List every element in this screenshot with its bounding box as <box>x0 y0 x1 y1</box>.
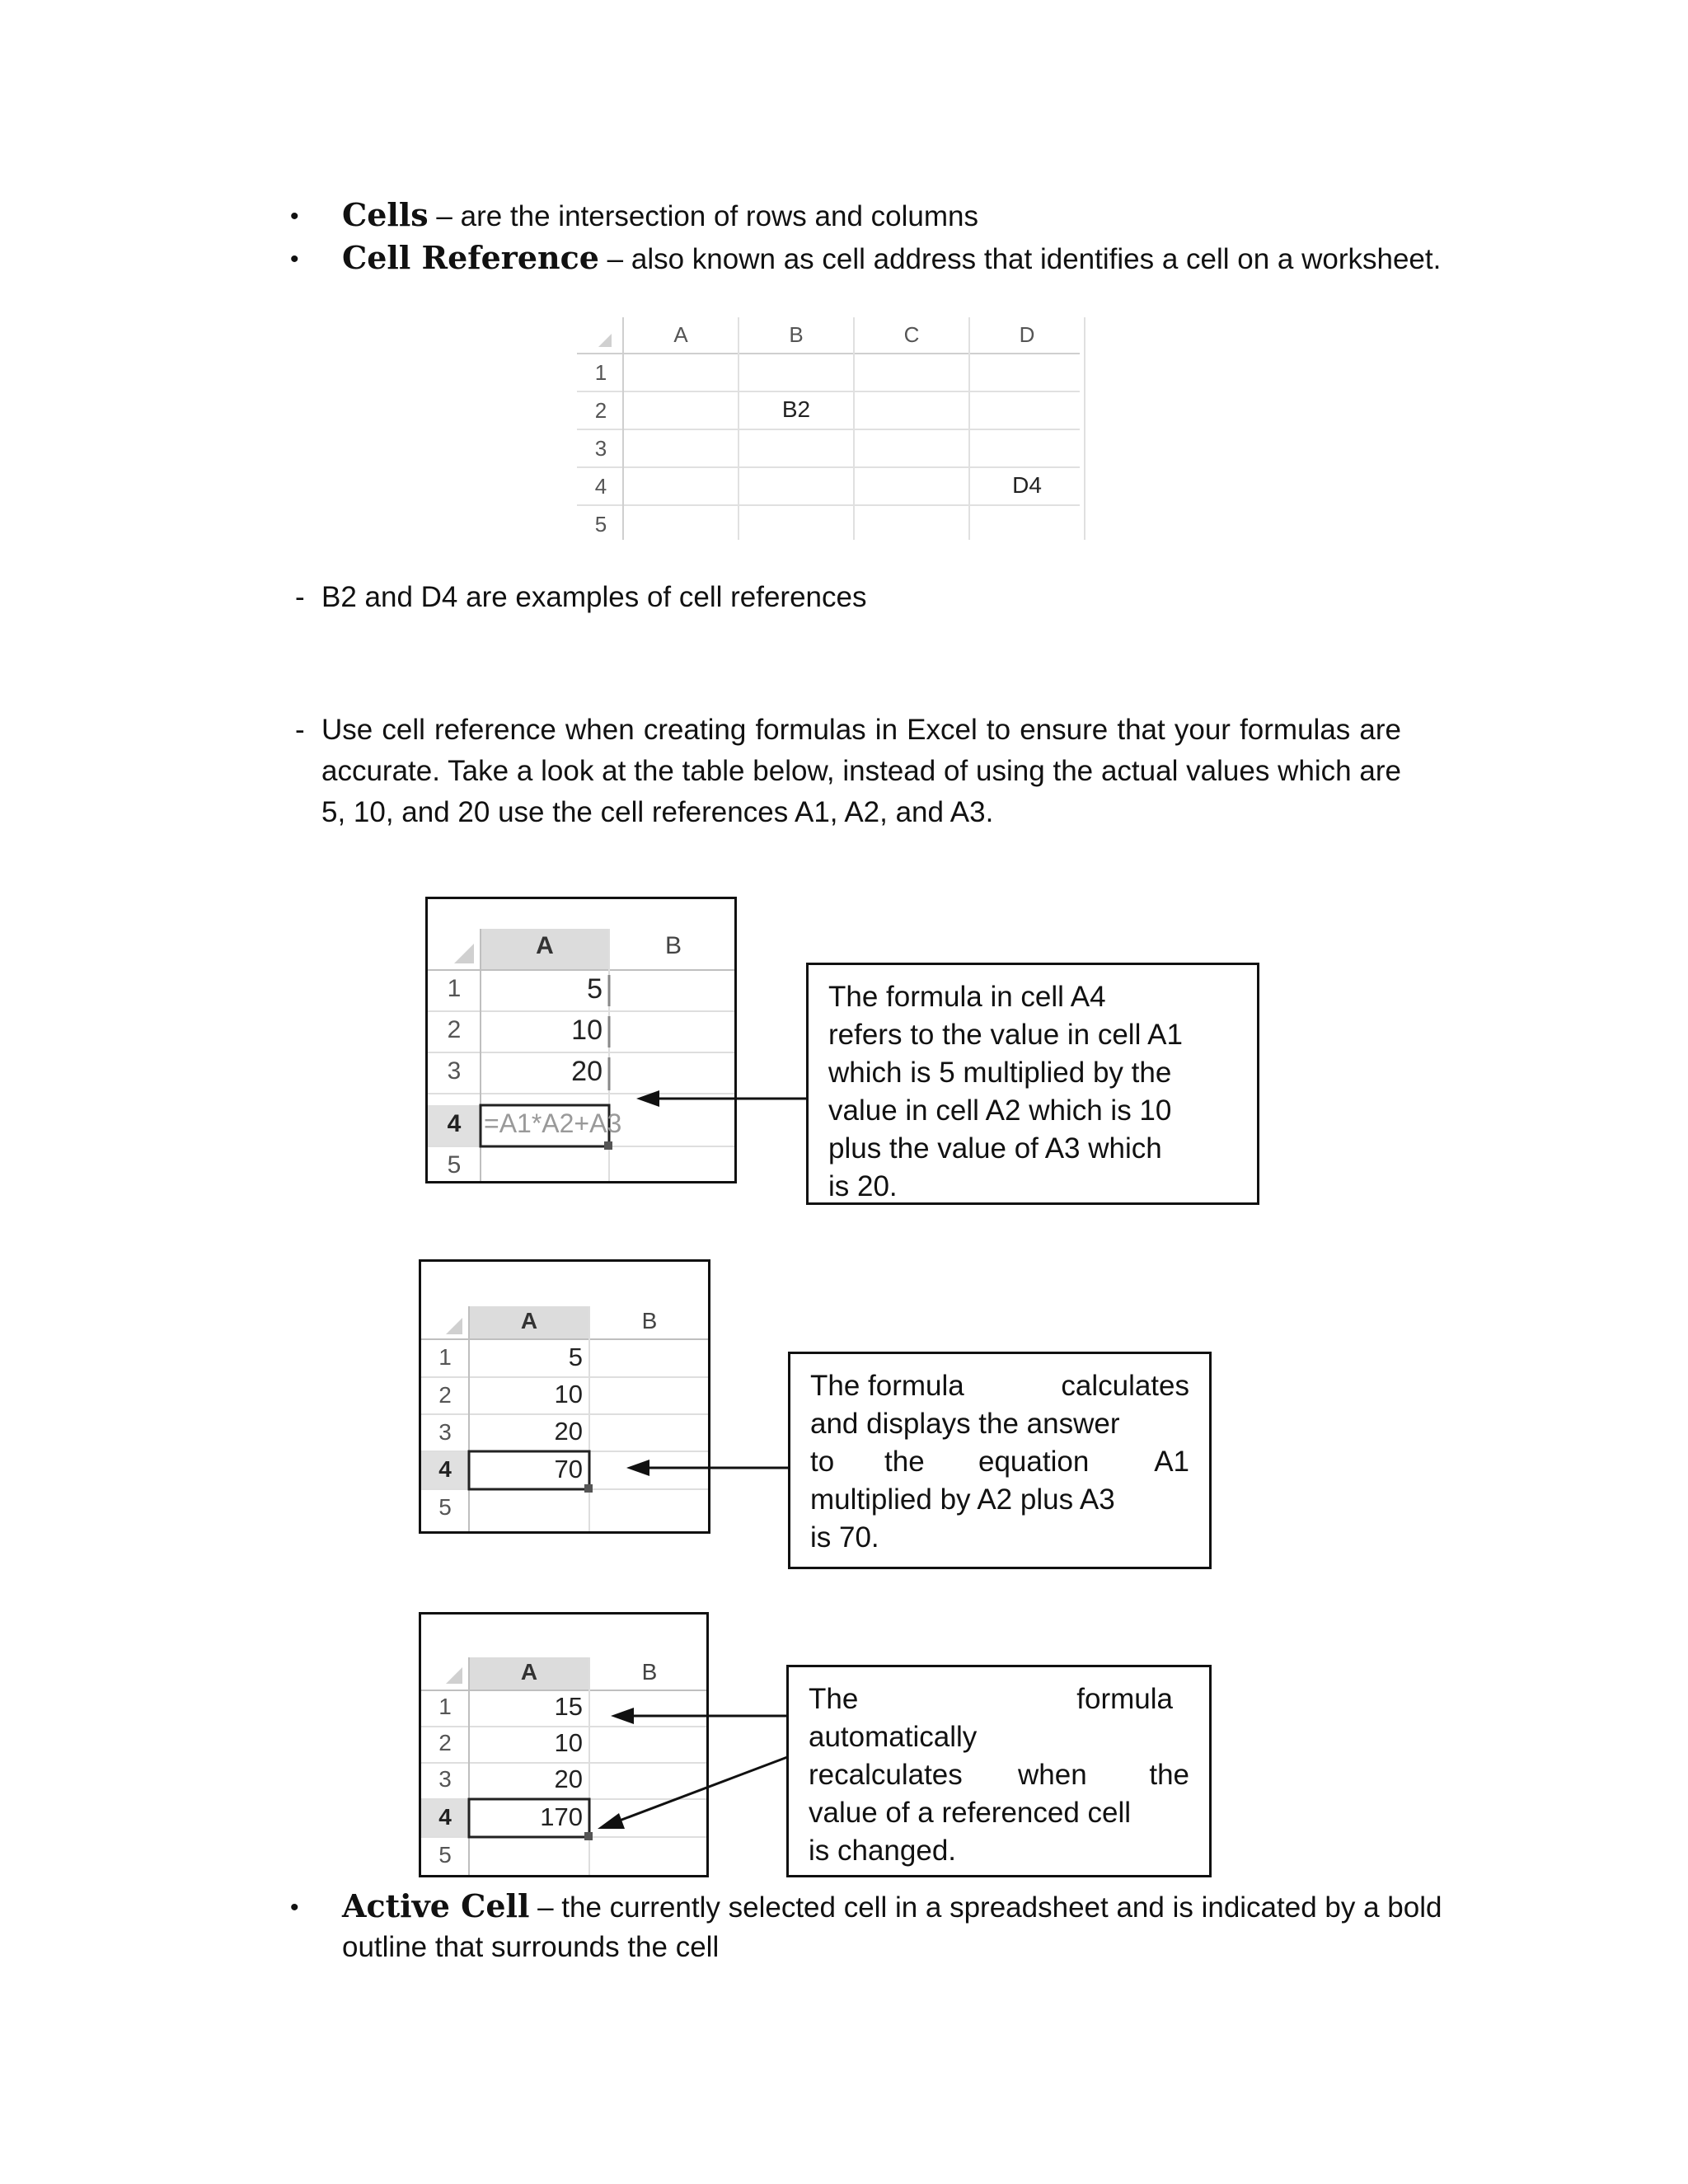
arrow-head-icon <box>611 1708 634 1724</box>
col-header-c: C <box>903 322 920 347</box>
example1-callout-line5: plus the value of A3 which <box>828 1132 1162 1165</box>
example2-arrow <box>625 1455 790 1480</box>
example3-callout-l4: value of a referenced cell <box>809 1797 1132 1829</box>
row-header-4: 4 <box>594 474 607 499</box>
example2-a2: 10 <box>554 1380 583 1408</box>
dash-note1: - <box>295 581 305 613</box>
example3-row-3: 3 <box>438 1766 452 1792</box>
example2-row-1: 1 <box>438 1344 452 1370</box>
definition-cell-reference <box>342 237 1441 280</box>
arrow-head-icon <box>626 1460 649 1476</box>
term-cell-reference: Cell Reference <box>342 239 599 276</box>
example3-a3: 20 <box>554 1765 583 1793</box>
example2-a3: 20 <box>554 1417 583 1446</box>
arrow-head-icon <box>636 1090 659 1107</box>
example1-callout-line2: refers to the value in cell A1 <box>828 1019 1183 1051</box>
example3-callout <box>786 1665 1212 1877</box>
example3-callout-l1b: formula <box>1076 1683 1173 1715</box>
example3-callout-l1a: The <box>809 1683 859 1715</box>
row-header-1: 1 <box>594 360 607 385</box>
definition-active-cell <box>342 1886 1442 1929</box>
example2-callout-l5: is 70. <box>810 1521 879 1554</box>
example3-callout-l5: is changed. <box>809 1835 957 1867</box>
example1-row-5: 5 <box>447 1151 462 1179</box>
example1-a3: 20 <box>571 1056 603 1087</box>
example1-a1: 5 <box>587 973 603 1005</box>
example1-row-3: 3 <box>447 1057 462 1085</box>
example1-sheet <box>425 897 737 1183</box>
example2-row-5: 5 <box>438 1494 452 1520</box>
example1-row-1: 1 <box>447 975 462 1002</box>
term-cells: Cells <box>342 196 429 233</box>
example3-callout-l2: automatically <box>809 1721 978 1753</box>
cell-reference-grid <box>577 317 1088 540</box>
definition-cells <box>342 194 978 237</box>
bullet-cells: • <box>290 203 299 230</box>
example1-a2: 10 <box>571 1015 603 1046</box>
example2-col-b: B <box>641 1308 658 1333</box>
example3-col-a: A <box>520 1659 538 1685</box>
arrow-head-icon <box>598 1813 625 1829</box>
term-active-cell: Active Cell <box>342 1887 530 1924</box>
example1-arrow <box>635 1086 824 1111</box>
note-use-cell-reference: Use cell reference when creating formulas in Excel to ensure that your formulas are accurate. Take a look at the table below, instead of using the actual values which are 5, 10, and 20 use the cell references A1, A2, and A3. <box>321 714 1401 828</box>
example1-callout-line4: value in cell A2 which is 10 <box>828 1094 1172 1127</box>
example3-row-2: 2 <box>438 1730 452 1755</box>
dash-note2: - <box>295 714 305 746</box>
select-all-corner-icon <box>446 1667 462 1684</box>
example2-row-4: 4 <box>438 1456 452 1482</box>
example3-a1: 15 <box>554 1692 583 1721</box>
example2-callout-l1b: calculates <box>1061 1370 1189 1402</box>
cell-d4-label: D4 <box>1012 472 1042 498</box>
desc-cells: – are the intersection of rows and columns <box>428 200 978 232</box>
example3-col-b: B <box>641 1659 658 1685</box>
example2-callout-l3c: equation <box>978 1446 1090 1478</box>
example1-row-2: 2 <box>447 1016 462 1043</box>
example2-callout-l2: and displays the answer <box>810 1408 1120 1440</box>
example1-callout <box>806 963 1259 1205</box>
example1-col-b: B <box>664 932 682 959</box>
example3-a4: 170 <box>540 1802 583 1831</box>
example3-callout-l3b: when <box>1018 1759 1087 1791</box>
example3-row-4: 4 <box>438 1804 452 1830</box>
example3-callout-l3c: the <box>1149 1759 1189 1791</box>
example1-col-a: A <box>536 932 554 959</box>
example1-callout-line6: is 20. <box>828 1170 898 1202</box>
example2-callout-l3b: the <box>884 1446 925 1478</box>
example1-a4-formula: =A1*A2+A3 <box>484 1108 622 1138</box>
example2-callout <box>788 1352 1212 1569</box>
select-all-corner-icon <box>454 944 474 963</box>
row-header-3: 3 <box>594 436 607 461</box>
col-header-a: A <box>673 322 688 347</box>
example2-a1: 5 <box>568 1343 583 1371</box>
desc-active-cell-line2: outline that surrounds the cell <box>342 1931 720 1963</box>
example2-sheet <box>419 1259 710 1534</box>
cell-b2-label: B2 <box>781 396 811 422</box>
example2-callout-l3a: to <box>810 1446 835 1478</box>
example1-callout-line3: which is 5 multiplied by the <box>828 1057 1172 1089</box>
desc-cell-reference: – also known as cell address that identifies a cell on a worksheet. <box>598 243 1442 275</box>
grid-lines <box>577 317 1088 540</box>
example3-row-5: 5 <box>438 1842 452 1868</box>
bullet-cell-reference: • <box>290 246 299 273</box>
example2-callout-l1a: The formula <box>810 1370 964 1402</box>
note-cell-reference-examples: B2 and D4 are examples of cell references <box>321 581 867 613</box>
example2-row-2: 2 <box>438 1382 452 1408</box>
col-header-b: B <box>789 322 804 347</box>
example2-a4: 70 <box>554 1455 583 1483</box>
desc-active-cell: – the currently selected cell in a spreadsheet and is indicated by a bold <box>529 1891 1442 1924</box>
row-header-2: 2 <box>594 398 607 423</box>
example2-col-a: A <box>520 1308 538 1333</box>
example1-callout-line1: The formula in cell A4 <box>828 981 1106 1013</box>
example3-a2: 10 <box>554 1728 583 1757</box>
select-all-corner-icon <box>446 1318 462 1334</box>
row-header-5: 5 <box>594 512 607 537</box>
example2-callout-l3d: A1 <box>1154 1446 1189 1478</box>
select-all-corner-icon <box>598 334 612 347</box>
example2-row-3: 3 <box>438 1419 452 1445</box>
example1-row-4: 4 <box>447 1110 462 1137</box>
example2-callout-l4: multiplied by A2 plus A3 <box>810 1483 1115 1516</box>
bullet-active-cell: • <box>290 1894 299 1921</box>
example3-arrows <box>589 1702 791 1834</box>
example3-row-1: 1 <box>438 1694 452 1719</box>
example3-callout-l3a: recalculates <box>809 1759 963 1791</box>
col-header-d: D <box>1019 322 1035 347</box>
